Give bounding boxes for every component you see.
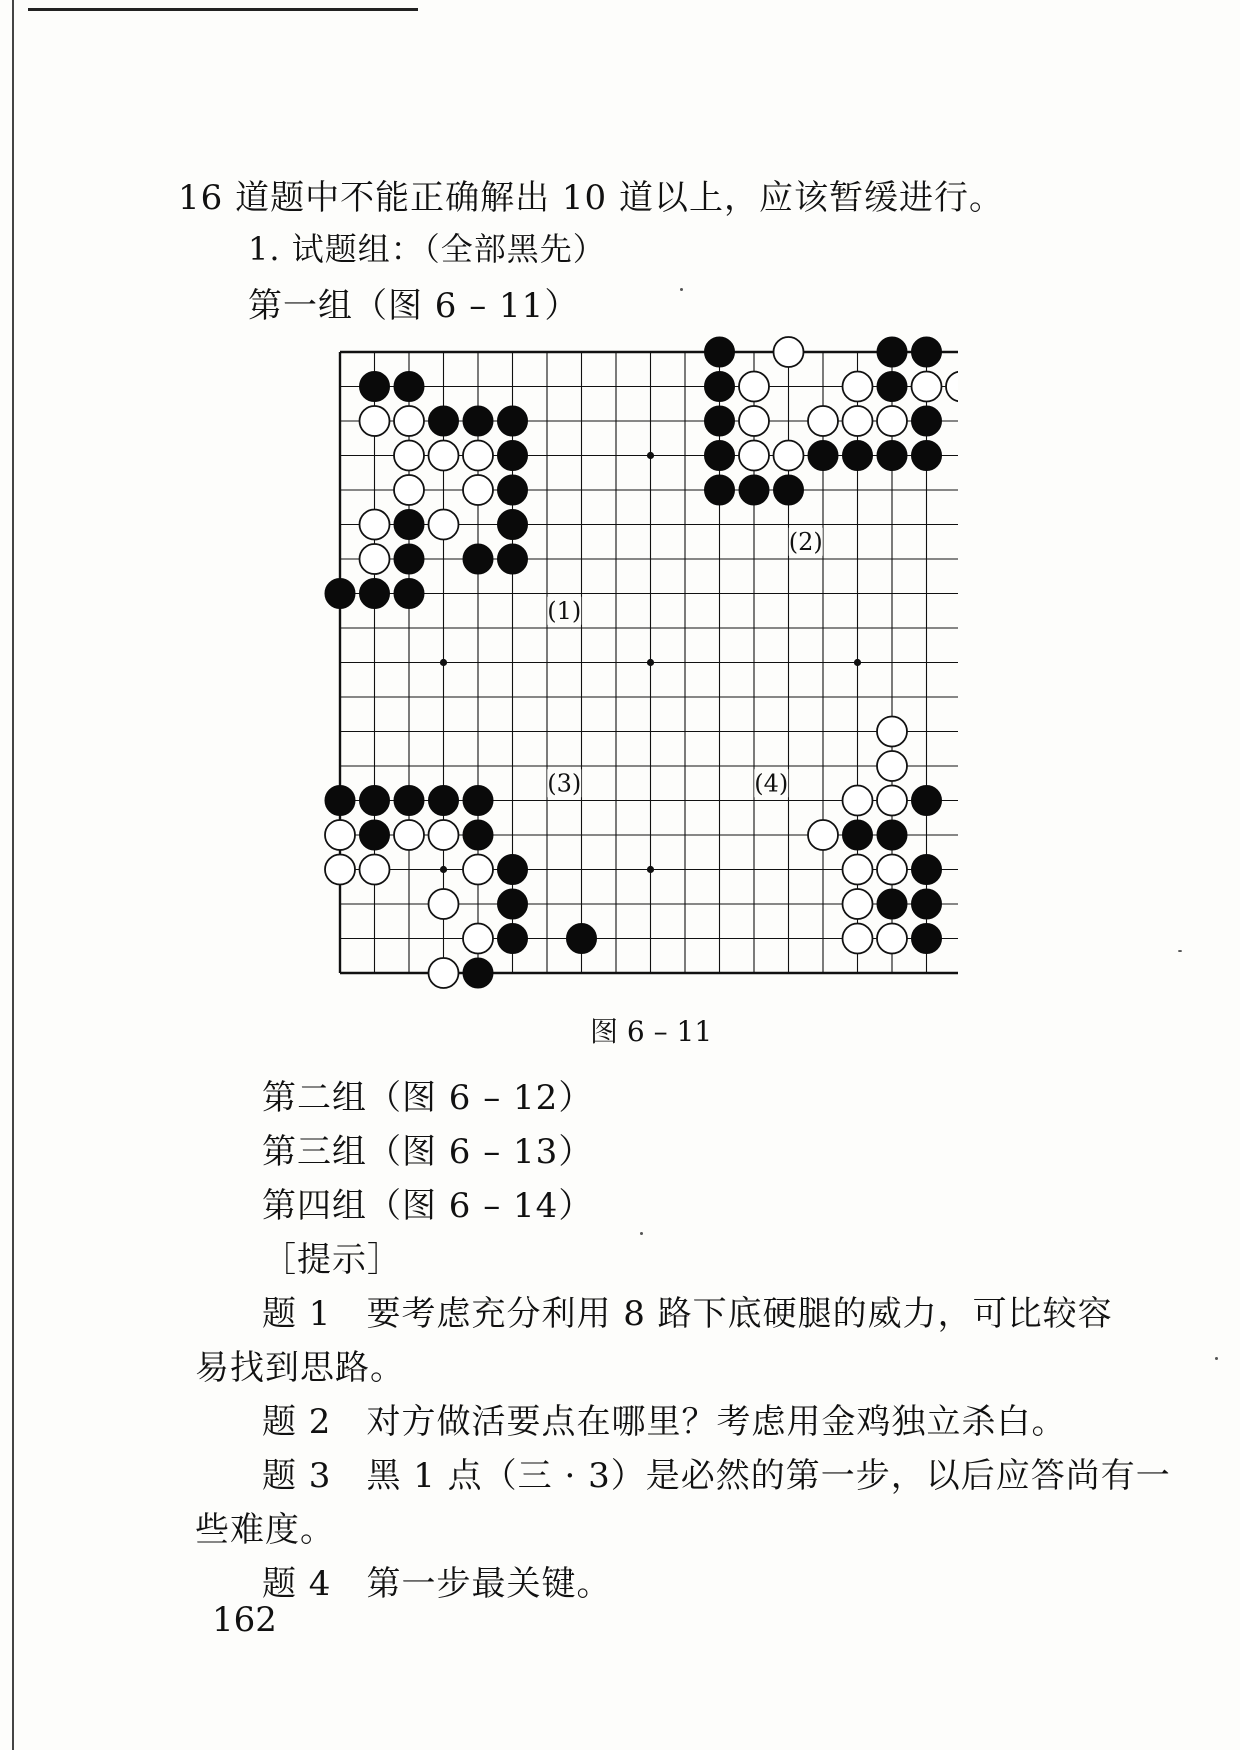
black-stone [877, 441, 907, 471]
white-stone [739, 372, 769, 402]
white-stone [429, 510, 459, 540]
white-stone [774, 441, 804, 471]
black-stone [912, 406, 942, 436]
scan-speck [640, 1232, 643, 1235]
black-stone [325, 579, 355, 609]
white-stone [774, 337, 804, 367]
page-edge-rule [12, 0, 14, 1750]
white-stone [463, 924, 493, 954]
black-stone [394, 510, 424, 540]
star-point [854, 659, 861, 666]
black-stone [360, 372, 390, 402]
hint-one-line-1: 题 1 要考虑充分利用 8 路下底硬腿的威力，可比较容 [262, 1294, 1113, 1334]
black-stone [429, 406, 459, 436]
white-stone [739, 441, 769, 471]
black-stone [394, 786, 424, 816]
black-stone [705, 337, 735, 367]
white-stone [843, 786, 873, 816]
white-stone [877, 786, 907, 816]
group-one-label: 第一组（图 6 – 11） [248, 286, 580, 326]
black-stone [463, 544, 493, 574]
hint-three-line-2: 些难度。 [195, 1510, 335, 1550]
white-stone [843, 924, 873, 954]
black-stone [498, 889, 528, 919]
white-stone [325, 855, 355, 885]
group-two-label: 第二组（图 6 – 12） [262, 1078, 594, 1118]
scan-speck [1215, 1357, 1218, 1360]
hint-four: 题 4 第一步最关键。 [262, 1564, 612, 1604]
star-point [440, 866, 447, 873]
problem-label: (1) [547, 596, 582, 625]
white-stone [463, 855, 493, 885]
white-stone [429, 820, 459, 850]
black-stone [843, 441, 873, 471]
black-stone [877, 337, 907, 367]
white-stone [360, 855, 390, 885]
go-board-diagram [318, 330, 958, 1010]
hint-two: 题 2 对方做活要点在哪里？考虑用金鸡独立杀白。 [262, 1402, 1067, 1442]
black-stone [463, 820, 493, 850]
white-stone [877, 717, 907, 747]
section-heading: 1. 试题组：（全部黑先） [248, 230, 606, 268]
black-stone [463, 786, 493, 816]
white-stone [808, 820, 838, 850]
black-stone [705, 441, 735, 471]
hint-heading: ［提示］ [262, 1240, 402, 1280]
black-stone [498, 544, 528, 574]
black-stone [912, 855, 942, 885]
white-stone [877, 924, 907, 954]
black-stone [877, 820, 907, 850]
black-stone [429, 786, 459, 816]
page-number: 162 [212, 1600, 277, 1640]
white-stone [394, 475, 424, 505]
white-stone [325, 820, 355, 850]
white-stone [877, 751, 907, 781]
white-stone [360, 406, 390, 436]
black-stone [567, 924, 597, 954]
black-stone [463, 406, 493, 436]
white-stone [394, 441, 424, 471]
white-stone [808, 406, 838, 436]
black-stone [739, 475, 769, 505]
white-stone [843, 855, 873, 885]
white-stone [912, 372, 942, 402]
black-stone [877, 889, 907, 919]
black-stone [498, 510, 528, 540]
white-stone [843, 372, 873, 402]
white-stone [394, 406, 424, 436]
black-stone [394, 372, 424, 402]
header-rule [28, 8, 418, 11]
white-stone [739, 406, 769, 436]
black-stone [498, 475, 528, 505]
black-stone [912, 786, 942, 816]
black-stone [325, 786, 355, 816]
intro-paragraph: 16 道题中不能正确解出 10 道以上，应该暂缓进行。 [178, 178, 1004, 218]
star-point [647, 659, 654, 666]
star-point [647, 866, 654, 873]
white-stone [463, 441, 493, 471]
problem-label: (3) [547, 769, 582, 798]
black-stone [394, 544, 424, 574]
scan-speck [1178, 950, 1182, 952]
black-stone [498, 924, 528, 954]
black-stone [498, 855, 528, 885]
white-stone [877, 855, 907, 885]
black-stone [394, 579, 424, 609]
black-stone [498, 406, 528, 436]
figure-caption: 图 6 – 11 [590, 1015, 713, 1048]
hint-three-line-1: 题 3 黑 1 点（三 · 3）是必然的第一步，以后应答尚有一 [262, 1456, 1171, 1496]
problem-label: (2) [788, 527, 823, 556]
star-point [440, 659, 447, 666]
black-stone [463, 958, 493, 988]
black-stone [912, 441, 942, 471]
white-stone [946, 372, 958, 402]
problem-label: (4) [754, 769, 789, 798]
black-stone [498, 441, 528, 471]
white-stone [360, 510, 390, 540]
black-stone [705, 372, 735, 402]
black-stone [912, 889, 942, 919]
black-stone [360, 820, 390, 850]
white-stone [463, 475, 493, 505]
black-stone [912, 924, 942, 954]
white-stone [360, 544, 390, 574]
black-stone [705, 475, 735, 505]
white-stone [877, 406, 907, 436]
white-stone [429, 958, 459, 988]
white-stone [843, 406, 873, 436]
white-stone [429, 889, 459, 919]
star-point [647, 452, 654, 459]
scan-speck [680, 288, 683, 291]
group-three-label: 第三组（图 6 – 13） [262, 1132, 594, 1172]
black-stone [877, 372, 907, 402]
white-stone [429, 441, 459, 471]
black-stone [808, 441, 838, 471]
black-stone [705, 406, 735, 436]
black-stone [912, 337, 942, 367]
white-stone [843, 889, 873, 919]
hint-one-line-2: 易找到思路。 [195, 1348, 405, 1388]
group-four-label: 第四组（图 6 – 14） [262, 1186, 594, 1226]
white-stone [394, 820, 424, 850]
black-stone [360, 786, 390, 816]
black-stone [360, 579, 390, 609]
black-stone [843, 820, 873, 850]
black-stone [774, 475, 804, 505]
